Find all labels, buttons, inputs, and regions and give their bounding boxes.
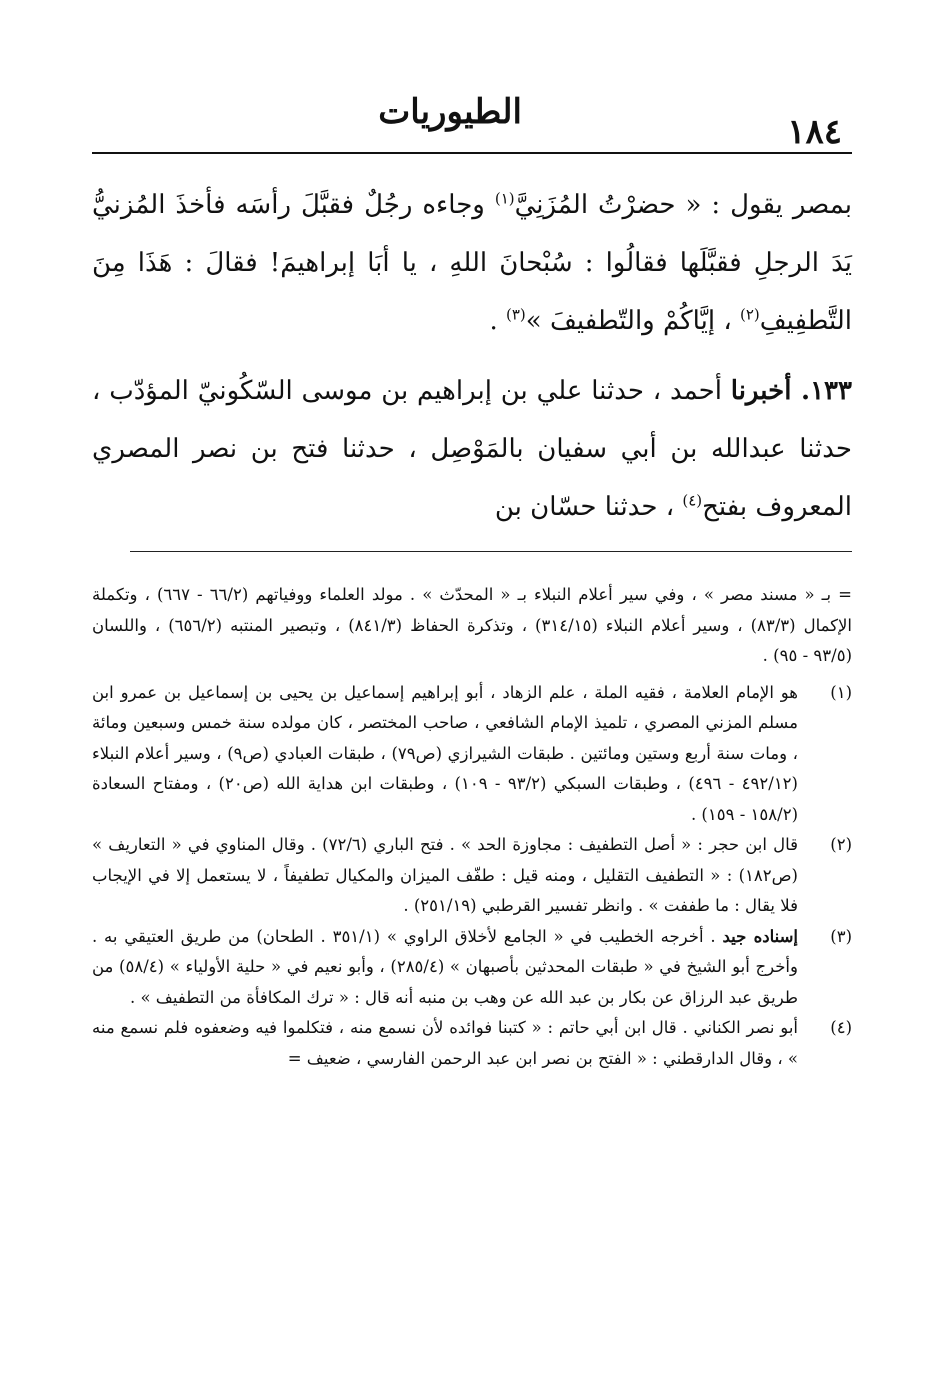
footnote-text: أبو نصر الكناني . قال ابن أبي حاتم : « كتبنا فوائده لأن نسمع منه ، فتكلموا فيه وضعفوه فلم نسمع منه » ، وقال الدارقطني : « الفتح بن نصر ابن عبد الرحمن الفارسي ، ضعيف =	[92, 1018, 798, 1068]
footnote-ref-1[interactable]: (١)	[494, 189, 515, 208]
footnote-continuation: = بـ « مسند مصر » ، وفي سير أعلام النبلاء بـ « المحدّث » . مولد العلماء ووفياتهم (٦٦/٢ - ٦٦٧) ، وتكملة الإكمال (٨٣/٣) ، وسير أعلام النبلاء (٣١٤/١٥) ، وتذكرة الحفاظ (٨٤١/٣) ، وتبصير المنتبه (٦٥٦/٢) ، واللسان (٩٣/٥ - ٩٥) .	[92, 585, 852, 665]
footnote-3	[92, 922, 852, 1014]
footnote-marker: (٢)	[830, 835, 852, 854]
main-text	[92, 176, 852, 536]
text-run: بمصر يقول : « حضرْتُ المُزَنِيَّ	[514, 190, 852, 220]
hadith-number: ١٣٣.	[801, 376, 852, 406]
footnote-text: هو الإمام العلامة ، فقيه الملة ، علم الزهاد ، أبو إبراهيم إسماعيل بن يحيى بن إسماعيل بن عمرو ابن مسلم المزني المصري ، تلميذ الإمام الشافعي ، صاحب المختصر ، كان مولده سنة خمس وسبعين ومائة ، ومات سنة أربع وستين ومائتين . طبقات الشيرازي (ص٧٩) ، طبقات العبادي (ص٩) ، وسير أعلام النبلاء (٤٩٢/١٢ - ٤٩٦) ، وطبقات السبكي (٩٣/٢ - ١٠٩) ، وطبقات ابن هداية الله (ص٢٠) ، ومفتاح السعادة (١٥٨/٢ - ١٥٩) .	[92, 682, 798, 824]
page-number: ١٨٤	[787, 112, 842, 152]
paragraph-muzani	[92, 176, 852, 350]
header-rule	[92, 152, 852, 154]
footnote-ref-4[interactable]: (٤)	[682, 491, 703, 510]
footnote-verdict: إسناده جيد	[722, 926, 798, 946]
paragraph-hadith-133	[92, 362, 852, 536]
text-run: أحمد ، حدثنا علي بن إبراهيم بن موسى السّكُونيّ المؤدّب ، حدثنا عبدالله بن أبي سفيان بالمَوْصِل ، حدثنا فتح بن نصر المصري المعروف بفتح	[92, 376, 852, 522]
footnote-marker: (٣)	[830, 926, 852, 946]
footnote-marker: (١)	[830, 682, 852, 702]
footnote-ref-2[interactable]: (٢)	[739, 305, 760, 324]
text-run: ، حدثنا حسّان بن	[494, 492, 683, 522]
footnote-text	[92, 922, 798, 1014]
footnote-1	[92, 678, 852, 831]
running-title: الطيوريات	[378, 92, 522, 132]
footnote-4	[92, 1013, 852, 1074]
footnote-ref-3[interactable]: (٣)	[505, 305, 526, 324]
footnote-text: قال ابن حجر : « أصل التطفيف : مجاوزة الحد » . فتح الباري (٧٢/٦) . وقال المناوي في « التعاريف » (ص١٨٢) : « التطفيف التقليل ، ومنه قيل : طفّف الميزان والمكيال تطفيفاً ، لا يستعمل إلا في الإيجاب فلا يقال : ما طففت » . وانظر تفسير القرطبي (٢٥١/١٩) .	[92, 835, 798, 915]
page-header	[92, 86, 852, 156]
footnotes	[92, 580, 852, 1074]
footnote-2	[92, 830, 852, 922]
footnote-marker: (٤)	[830, 1018, 852, 1037]
text-run: وجاءه رجُلٌ فقبَّلَ رأسَه فأخذَ المُزنيُّ يَدَ الرجلِ فقبَّلَها فقالُوا : سُبْحانَ اللهِ ، يا أبَا إبراهيمَ! فقالَ : هَذَا مِنَ التَّطفِيفِ	[92, 190, 853, 336]
text-run: ، إيَّاكُمْ والتّطفيفَ »	[525, 306, 740, 336]
hadith-lead: أخبرنا	[730, 376, 802, 406]
footnote-body: . أخرجه الخطيب في « الجامع لأخلاق الراوي » (٣٥١/١ . الطحان) من طريق العتيقي به . وأخرج أبو الشيخ في « طبقات المحدثين بأصبهان » (٢٨٥/٤) ، وأبو نعيم في « حلية الأولياء » (٥٨/٤) من طريق عبد الرزاق عن بكار بن عبد الله عن وهب بن منبه أنه قال : « ترك المكافأة من التطفيف » .	[92, 926, 798, 1007]
text-run: .	[489, 306, 506, 336]
footnote-separator	[130, 551, 852, 552]
